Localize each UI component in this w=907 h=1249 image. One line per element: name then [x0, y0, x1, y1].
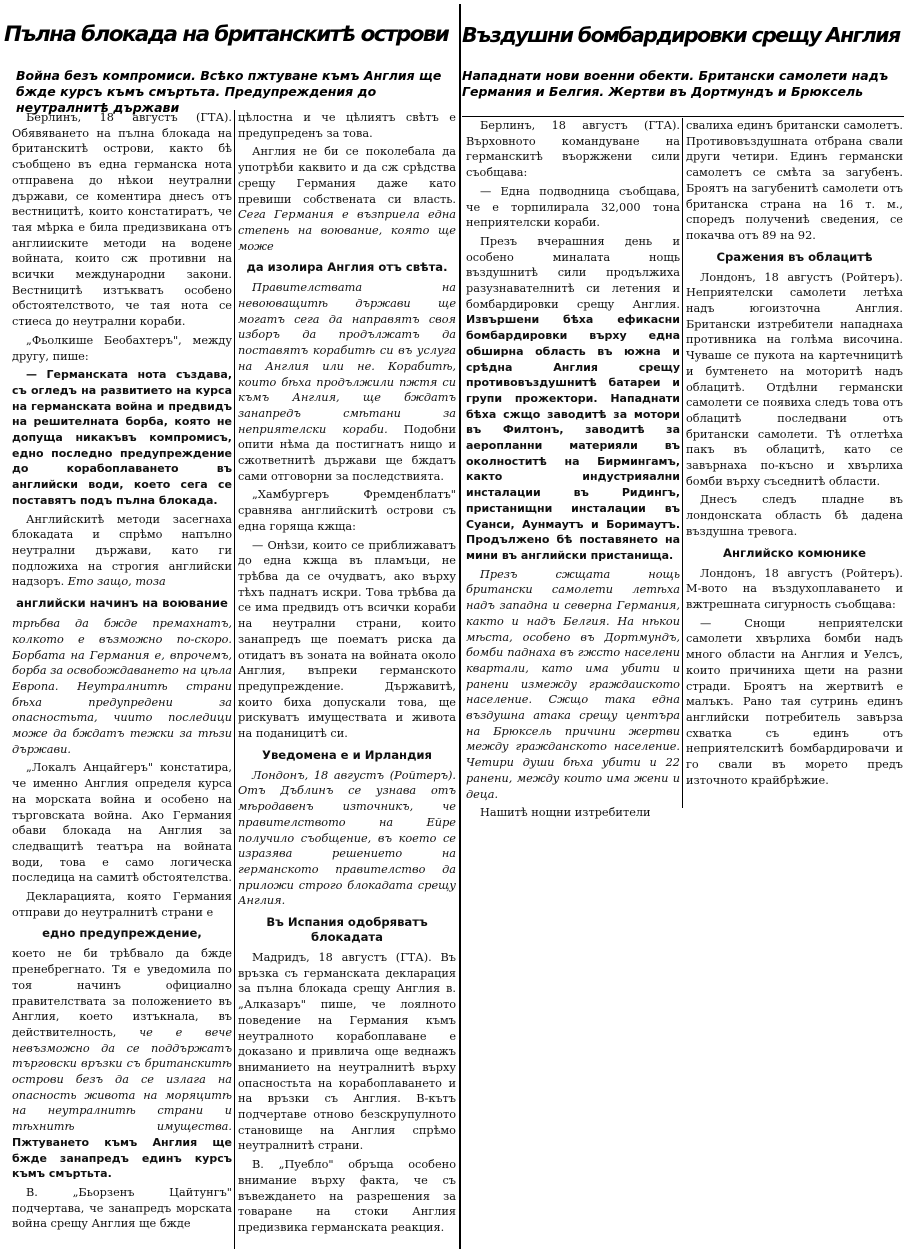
subheadline-left: Война безъ компромиси. Всѣко пжтуване къмъ Англия ще бжде курсъ къмъ смъртьта. Предупреждения до неутралнитѣ държави — [16, 68, 442, 115]
paragraph: Нашитѣ нощни изтребители — [480, 806, 651, 820]
section-heading: Сражения въ облацитѣ — [716, 249, 873, 264]
paragraph: В. „Пуебло" обръща особено внимание върху факта, че съ въвеждането на разрешения за товаране на стоки Англия предизвика германската реакция. — [238, 1158, 456, 1234]
paragraph: — Снощи неприятелски самолети хвърлиха бомби надъ много области на Англия и Уелсъ, които причиниха щети на разни стради. Броятъ на жертвитѣ е малъкъ. Рано тая сутринь единъ английски потребитель завърза схватка съ единъ отъ неприятелскитѣ бомбардировачи и го свали въ морето предъ източното крайбрѣжие. — [686, 616, 903, 787]
paragraph: „Хамбургеръ Фремденблатъ" сравнява английскитѣ острови съ една горяща кжща: — [238, 488, 456, 533]
paragraph: Английскитѣ методи засегнаха блокадата и спрѣмо напълно неутрални държави, като ги подложиха на строгия английски надзоръ. Ето защо, тоза — [12, 512, 232, 589]
headline-left: Пълна блокада на британскитѣ острови — [4, 22, 449, 47]
paragraph: Днесъ следъ пладне въ лондонската область бѣ дадена въздушна тревога. — [686, 493, 903, 538]
section-heading: Уведомена е и Ирландия — [262, 747, 432, 762]
paragraph: свалиха единъ британски самолетъ. Противовъздушната отбрана свали други четири. Единъ германски самолетъ се смѣта за загубенъ. Броятъ на загубенитѣ самолети отъ британска страна на 16 т. м., споредъ получениѣ сведения, се покачва отъ 89 на 92. — [686, 119, 903, 242]
section-heading: Въ Испания одобряватъ блокадата — [266, 915, 428, 945]
paragraph-bold: — Германската нота създава, съ огледъ на развитието на курса на германската война и предвидъ на решителната борба, която не допуща никакъвъ компромисъ, едно последно предупреждение до корабоплаването въ английски води, което сега се поставятъ подъ пълна блокада. — [12, 368, 232, 507]
article-column-2 — [238, 110, 456, 1249]
paragraph: — Онѣзи, които се приближаватъ до една кжща въ пламъци, не трѣбва да се очудватъ, ако върху тѣхъ паднатъ искри. Това трѣбва да се има предвидъ отъ всички кораби на неутрални страни, които занапредъ ще поематъ риска да отидатъ въ зоната на войната около Англия, въпреки германското предупреждение. Държавитѣ, които биха допускали това, ще рискуватъ имуществата и живота на поданицитѣ си. — [238, 538, 456, 741]
article-column-4 — [686, 118, 903, 1249]
paragraph: Мадридъ, 18 августъ (ГТА). Въ връзка съ германската декларация за пълна блокада срещу Англия в. „Алказаръ" пише, че лоялното поведение на Германия къмъ неутралното корабоплаване е доказано и привлича още веднажъ вниманието на неутралнитѣ върху опасностьта на корабоплаването и на връзки съ Англия. В-кътъ подчертаве отново безскрупулното становище на Англия спрѣмо неутралнитѣ страни. — [238, 951, 456, 1153]
paragraph: Берлинъ, 18 августъ (ГТА). Обявяването на пълна блокада на британскитѣ острови, както бѣ съобщено въ една германска нота отправена до нѣкои неутрални държави, се коментира днесъ отъ вестницитѣ, които констатиратъ, че тая мѣрка е била предизвикана отъ англииските методи на водене войната, които сж противни на всички международни закони. Вестницитѣ изтъкватъ особено обстоятелството, че тая нота се стиеса до неутрални кораби. — [12, 111, 232, 329]
inline-heading: едно предупреждение, — [42, 926, 202, 941]
paragraph: — Една подводница съобщава, че е торпилирала 32,000 тона неприятелски кораби. — [466, 184, 680, 230]
header-rule — [462, 116, 904, 117]
paragraph-italic: трѣбва да бжде премахнатъ, колкото е възможно по-скоро. Борбата на Германия е, впрочемъ, борба за освобождаването на цѣла Европа. Неутралнитѣ страни бѣха предупредени за опасностьта, чиито последици може да бждатъ тежки за тѣзи държави. — [12, 617, 232, 756]
article-divider — [459, 4, 461, 1249]
paragraph: което не би трѣбвало да бжде пренебрегнато. Тя е уведомила по тоя начинъ официално правителствата за положението въ Англия, което изтъкнала, въ действителность, че е вече невъзможно да се поддържатъ търговски връзки съ британскитѣ острови безъ да се излага на опасность живота на моряцитѣ на неутралнитѣ страни и тѣхнитѣ имущества. Пжтуването къмъ Англия ще бжде занапредъ единъ курсъ къмъ смъртьта. — [12, 947, 232, 1181]
paragraph: В. „Бьорзенъ Цайтунгъ" подчертава, че занапредъ морската война срещу Англия ще бжде — [12, 1186, 232, 1231]
subheadline-right: Нападнати нови военни обекти. Британски самолети надъ Германия и Белгия. Жертви въ Дортмундъ и Брюксель — [462, 68, 889, 99]
paragraph: цѣлостна и че цѣлиятъ свѣтъ е предупреденъ за това. — [238, 111, 456, 140]
paragraph: Лондонъ, 18 августъ (Ройтеръ). Неприятелски самолети летѣха надъ югоизточна Англия. Британски изтребители нападнаха противника на голѣма височина. Чуваше се пукота на картечницитѣ и бумтенето на моторитѣ надъ облацитѣ. Отдѣлни германски самолети се появиха следъ това отъ облацитѣ последвани отъ британски самолети. Тѣ отлетѣха пакъ въ облацитѣ, като се завърнаха по-късно и хвърлиха бомби върху съседнитѣ области. — [686, 270, 903, 488]
article-column-3 — [466, 118, 680, 1249]
paragraph-italic: Презъ сжщата нощь британски самолети летѣха надъ западна и северна Германия, както и надъ Белгия. На нѣкои мѣста, особено въ Дортмундъ, бомби паднаха въ гжсто населени квартали, като има убити и ранени измежду граждаиското население. Сжщо така една въздушна атака срещу центъра на Брюксель причини жертви между гражданското население. Четири души бѣха убити и 22 ранени, между които има жени и деца. — [466, 567, 680, 801]
inline-heading: английски начинъ на воювание — [16, 596, 228, 611]
paragraph: Лондонъ, 18 августъ (Ройтеръ). Отъ Дъблинъ се узнава отъ мѣродавенъ източникъ, че правителството на Ейре получило съобщение, въ което се изразява решението на германското правителство да приложи строго блокадата срещу Англия. — [238, 768, 456, 908]
paragraph: „Фьолкише Беобахтеръ", между другу, пише: — [12, 333, 232, 363]
paragraph: Берлинъ, 18 августъ (ГТА). Върховното командуване на германскитѣ въоржжени сили съобщава: — [466, 119, 680, 180]
paragraph: „Локалъ Анцайгеръ" констатира, че именно Англия определя курса на морската война и особено на търговската война. Ако Германия обави блокада на Англия за следващитѣ театъра на войната води, това е само логическа последица на самитѣ обстоятелства. — [12, 761, 232, 885]
column-rule — [234, 110, 235, 1249]
paragraph: Декларацията, която Германия отправи до неутралнитѣ страни е — [12, 890, 232, 919]
headline-right: Въздушни бомбардировки срещу Англия — [462, 23, 900, 47]
section-heading: Английско комюнике — [723, 545, 866, 560]
article-column-1 — [12, 110, 232, 1249]
paragraph: Правителствата на невоюващитѣ държави ще могатъ сега да направятъ своя изборъ да продължатъ да поставятъ корабитѣ си въ услуга на Англия или не. Корабитѣ, които бѣха продължили пжтя си къмъ Англия, ще бждатъ занапредъ смѣтани за неприятелски кораби. Подобни опити нѣма да постигнатъ нищо и сжответнитѣ държави ще бждатъ сами отговорни за последствията. — [238, 281, 456, 483]
paragraph: Англия не би се поколебала да употрѣби каквито и да сж срѣдства срещу Германия даже като превиши собствената си власть. Сега Германия е възприела една степень на воювание, която ще може — [238, 145, 456, 253]
column-rule — [682, 118, 683, 808]
paragraph: Лондонъ, 18 августъ (Ройтеръ). М-вото на въздухоплаването и вжтрешната сигурность съобщава: — [686, 566, 903, 611]
inline-heading: да изолира Англия отъ свѣта. — [246, 260, 448, 275]
paragraph: Презъ вчерашния день и особено миналата нощь въздушнитѣ сили продължиха разузнавателнитѣ си летения и бомбардировки срещу Англия. Извършени бѣха ефикасни бомбардировки върху една обширна область въ южна и срѣдна Англия срещу противовъздушнитѣ батареи и групи прожектори. Нападнати бѣха сжщо заводитѣ за мотори въ Филтонъ, заводитѣ за аеропланни материяли въ околноститѣ на Бирмингамъ, както индустрияални инсталации въ Ридингъ, пристанищни инсталации въ Суанси, Аунмаутъ и Боримаутъ. Продължено бѣ поставянето на мини въ английски пристанища. — [466, 234, 680, 562]
